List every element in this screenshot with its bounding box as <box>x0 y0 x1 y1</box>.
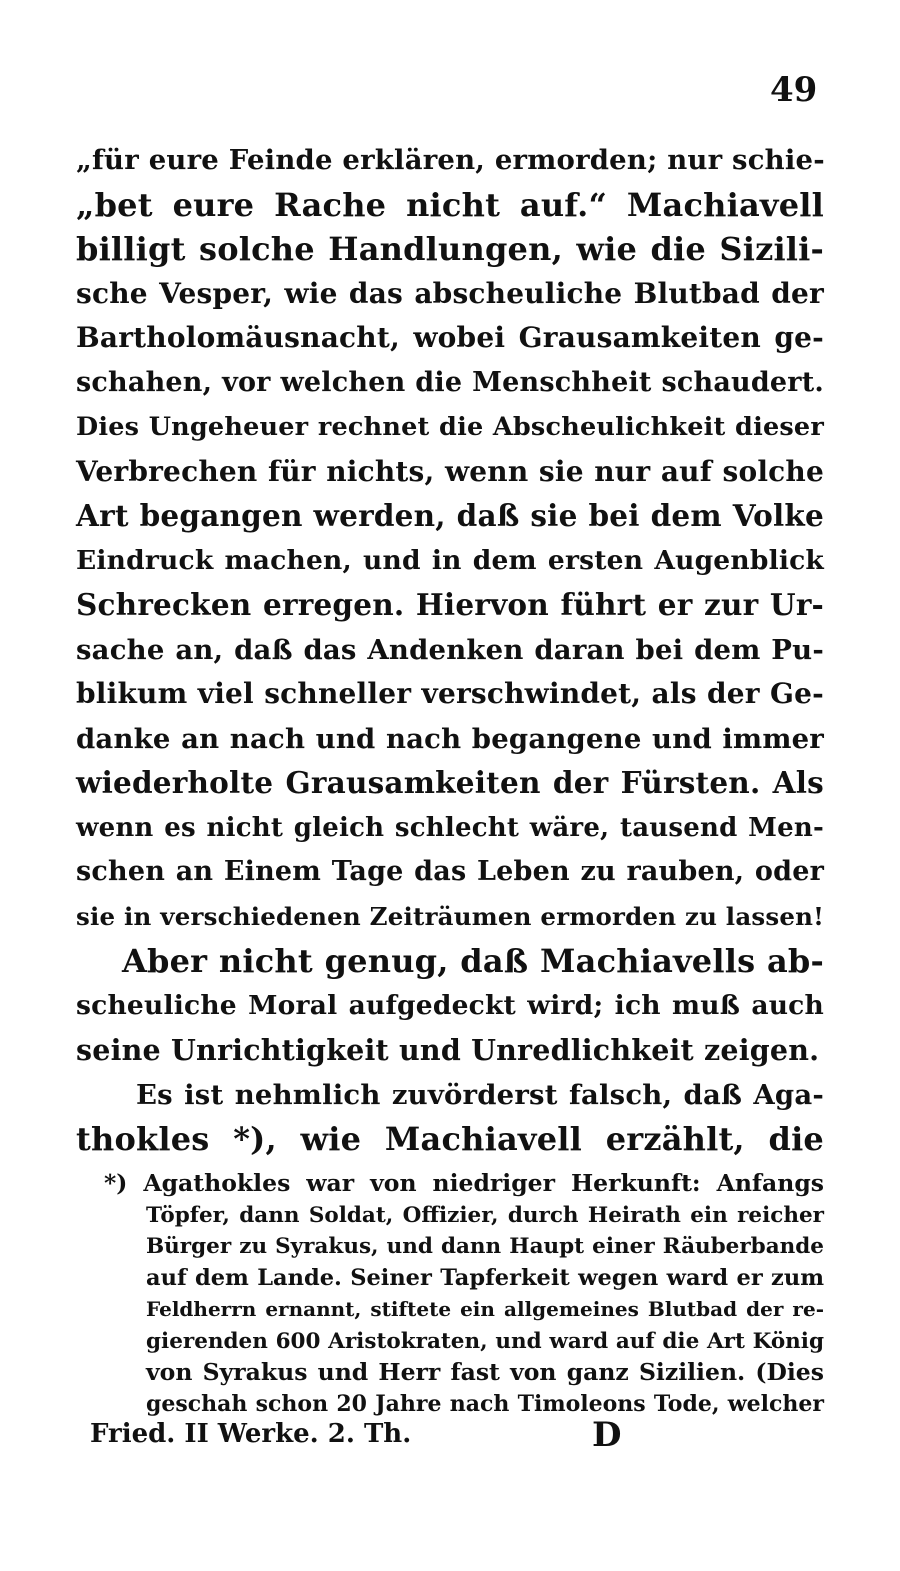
text-line: wiederholte Grausamkeiten der Fürsten. Als <box>76 765 824 800</box>
text-line: blikum viel schneller verschwindet, als der Ge- <box>76 677 824 710</box>
text-line: sche Vesper, wie das abscheuliche Blutbad der <box>76 276 824 310</box>
page-footer <box>90 1415 830 1459</box>
paragraph-last-line: seine Unrichtigkeit und Unredlichkeit zeigen. <box>76 1033 820 1067</box>
footnote <box>76 1168 824 1420</box>
text-line: wenn es nicht gleich schlecht wäre, tausend Men- <box>76 812 824 843</box>
footnote-line: Bürger zu Syrakus, und dann Haupt einer Räuberbande <box>146 1234 824 1259</box>
footnote-line: Töpfer, dann Soldat, Offizier, durch Heirath ein reicher <box>146 1202 824 1228</box>
text-line: Schrecken erregen. Hiervon führt er zur Ur- <box>76 587 824 622</box>
footnote-line: *) Agathokles war von niedriger Herkunft: Anfangs <box>104 1169 824 1197</box>
text-line: Verbrechen für nichts, wenn sie nur auf solche <box>76 454 824 488</box>
text-line: Bartholomäusnacht, wobei Grausamkeiten ge- <box>76 321 824 354</box>
text-line: billigt solche Handlungen, wie die Sizili- <box>76 230 824 268</box>
paragraph-first-line: Aber nicht genug, daß Machiavells ab- <box>122 942 824 980</box>
text-line: „bet eure Rache nicht auf.“ Machiavell <box>76 185 824 224</box>
text-line: danke an nach und nach begangene und immer <box>76 722 824 755</box>
footnote-line: Feldherrn ernannt, stiftete ein allgemeines Blutbad der re- <box>146 1297 824 1321</box>
footnote-line: gierenden 600 Aristokraten, und ward auf die Art König <box>146 1328 824 1354</box>
signature-mark: D <box>592 1415 622 1455</box>
main-text <box>76 138 824 1162</box>
paragraph-first-line: Es ist nehmlich zuvörderst falsch, daß Aga- <box>136 1078 824 1111</box>
text-line: „für eure Feinde erklären, ermorden; nur schie- <box>76 144 825 176</box>
footnote-line: auf dem Lande. Seiner Tapferkeit wegen ward er zum <box>146 1264 824 1291</box>
text-line: Art begangen werden, daß sie bei dem Volke <box>76 498 824 533</box>
text-line: schen an Einem Tage das Leben zu rauben, oder <box>76 856 824 887</box>
footnote-line: geschah schon 20 Jahre nach Timoleons Tode, welcher <box>146 1390 824 1417</box>
page-number: 49 <box>770 70 818 110</box>
text-line: thokles *), wie Machiavell erzählt, die <box>76 1120 824 1158</box>
text-line: sache an, daß das Andenken daran bei dem Pu- <box>76 633 824 666</box>
text-line: Eindruck machen, und in dem ersten Augenblick <box>76 544 824 576</box>
text-line: Dies Ungeheuer rechnet die Abscheulichkeit dieser <box>76 412 824 442</box>
text-line: scheuliche Moral aufgedeckt wird; ich muß auch <box>76 989 824 1021</box>
footnote-line: von Syrakus und Herr fast von ganz Sizilien. (Dies <box>146 1358 824 1386</box>
signature-line: Fried. II Werke. 2. Th. <box>90 1419 412 1449</box>
text-line: schahen, vor welchen die Menschheit schaudert. <box>76 366 824 398</box>
text-line: sie in verschiedenen Zeiträumen ermorden zu lassen! <box>76 901 825 931</box>
